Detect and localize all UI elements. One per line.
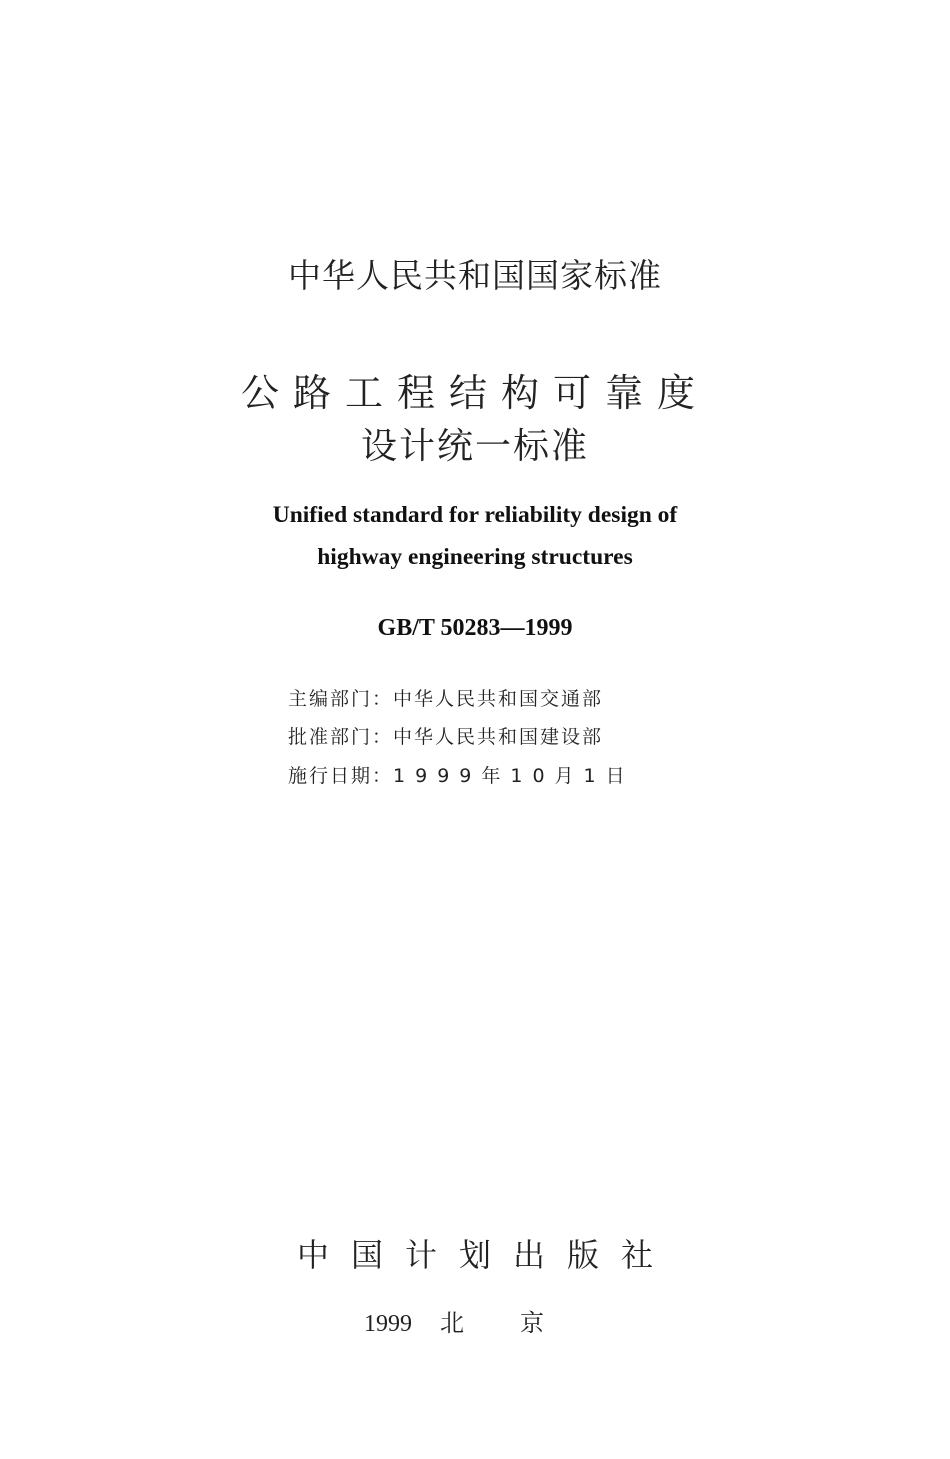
chief-editor-label: 主编部门： bbox=[288, 688, 394, 710]
english-title-line-1: Unified standard for reliability design of bbox=[272, 502, 678, 528]
imprint-year: 1999 bbox=[364, 1311, 412, 1337]
english-title-line-2: highway engineering structures bbox=[317, 544, 633, 570]
standard-series: 中华人民共和国国家标准 bbox=[288, 256, 662, 295]
publisher-name: 中国计划出版社 bbox=[296, 1236, 675, 1274]
effective-date-value: 1999年10月1日 bbox=[393, 765, 635, 787]
document-title-line-1: 公路工程结构可靠度 bbox=[240, 371, 709, 415]
document-title-line-2: 设计统一标准 bbox=[360, 426, 589, 467]
standard-code: GB/T 50283—1999 bbox=[377, 615, 573, 641]
approver-row bbox=[288, 722, 603, 749]
chief-editor-value: 中华人民共和国交通部 bbox=[393, 688, 604, 710]
approver-value: 中华人民共和国建设部 bbox=[393, 726, 604, 748]
imprint bbox=[364, 1303, 600, 1338]
imprint-city: 北京 bbox=[440, 1309, 600, 1337]
effective-date-row bbox=[288, 761, 635, 788]
chief-editor-row bbox=[288, 684, 603, 711]
effective-date-label: 施行日期： bbox=[288, 765, 394, 787]
approver-label: 批准部门： bbox=[288, 726, 394, 748]
